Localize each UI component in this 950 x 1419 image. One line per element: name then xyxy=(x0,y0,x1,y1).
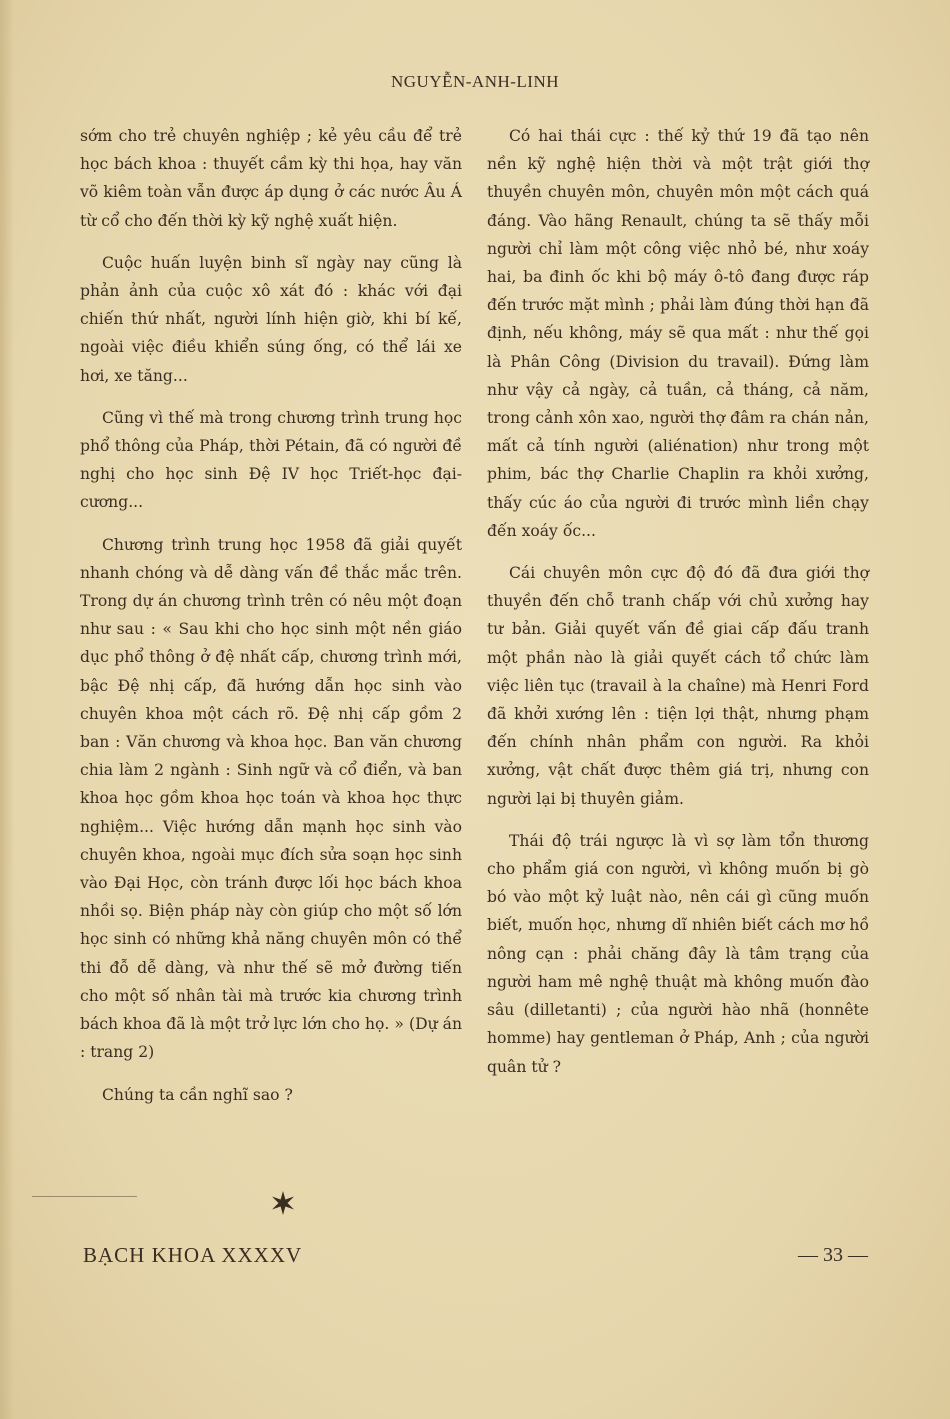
paragraph: sớm cho trẻ chuyên nghiệp ; kẻ yêu cầu để trẻ học bách khoa : thuyết cầm kỳ thi họa, hay văn võ kiêm toàn vẫn được áp dụng ở các nước Âu Á từ cổ cho đến thời kỳ kỹ nghệ xuất hiện. xyxy=(80,127,462,230)
paragraph: Cái chuyên môn cực độ đó đã đưa giới thợ thuyền đến chỗ tranh chấp với chủ xưởng hay tư bản. Giải quyết vấn đề giai cấp đấu tranh một phần nào là giải quyết cách tổ chức làm việc liên tục (travail à la chaîne) mà Henri Ford đã khởi xướng lên : tiện lợi thật, nhưng phạm đến chính nhân phẩm con người. Ra khỏi xưởng, vật chất được thêm giá trị, nhưng con người lại bị thuyên giảm. xyxy=(487,564,869,808)
page-edge-shadow xyxy=(0,0,14,1419)
left-column xyxy=(80,122,462,1123)
paragraph: Cũng vì thế mà trong chương trình trung học phổ thông của Pháp, thời Pétain, đã có người đề nghị cho học sinh Đệ IV học Triết-học đại-cương... xyxy=(80,408,462,512)
running-head: NGUYỄN-ANH-LINH xyxy=(390,72,560,91)
closing-question: Chúng ta cần nghĩ sao ? xyxy=(102,1085,293,1104)
divider-line xyxy=(32,1196,137,1197)
page-number: — 33 — xyxy=(798,1244,868,1266)
publication-footer: BẠCH KHOA XXXXV xyxy=(83,1243,303,1267)
right-column xyxy=(487,122,869,1095)
star-ornament-icon xyxy=(268,1188,298,1218)
paragraph: Chương trình trung học 1958 đã giải quyết nhanh chóng và dễ dàng vấn đề thắc mắc trên. Trong dự án chương trình trên có nêu một đoạn như sau : « Sau khi cho học sinh một nền giáo dục phổ thông ở đệ nhất cấp, chương trình mới, bậc Đệ nhị cấp, đã hướng dẫn học sinh vào chuyên khoa một cách rõ. Đệ nhị cấp gồm 2 ban : Văn chương và khoa học. Ban văn chương chia làm 2 ngành : Sinh ngữ và cổ điển, và ban khoa học gồm khoa học toán và khoa học thực nghiệm... Việc hướng dẫn mạnh học sinh vào chuyên khoa, ngoài mục đích sửa soạn học sinh vào Đại Học, còn tránh được lối học bách khoa nhồi sọ. Biện pháp này còn giúp cho một số lớn học sinh có những khả năng chuyên môn có thể thi đỗ dễ dàng, và như thế sẽ mở đường tiến cho một số nhân tài mà trước kia chương trình bách khoa đã là một trở lực lớn cho họ. » (Dự án : trang 2) xyxy=(80,535,462,1062)
paragraph: Cuộc huấn luyện binh sĩ ngày nay cũng là phản ảnh của cuộc xô xát đó : khác với đại chiến thứ nhất, người lính hiện giờ, khi bí kế, ngoài việc điều khiển súng ống, có thể lái xe hơi, xe tăng... xyxy=(80,253,462,385)
paragraph: Thái độ trái ngược là vì sợ làm tổn thương cho phẩm giá con người, vì không muốn bị gò bó vào một kỷ luật nào, nên cái gì cũng muốn biết, muốn học, nhưng dĩ nhiên biết cách mơ hồ nông cạn : phải chăng đây là tâm trạng của người ham mê nghệ thuật mà không muốn đào sâu (dilletanti) ; của người hào nhã (honnête homme) hay gentleman ở Pháp, Anh ; của người quân tử ? xyxy=(487,831,869,1076)
paragraph: Có hai thái cực : thế kỷ thứ 19 đã tạo nên nền kỹ nghệ hiện thời và một trật giới thợ thuyền chuyên môn, chuyên môn một cách quá đáng. Vào hãng Renault, chúng ta sẽ thấy mỗi người chỉ làm một công việc nhỏ bé, như xoáy hai, ba đinh ốc khi bộ máy ô-tô đang được ráp đến trước mặt mình ; phải làm đúng thời hạn đã định, nếu không, máy sẽ qua mất : như thế gọi là Phân Công (Division du travail). Đứng làm như vậy cả ngày, cả tuần, cả tháng, cả năm, trong cảnh xôn xao, người thợ đâm ra chán nản, mất cả tính người (aliénation) như trong một phim, bác thợ Charlie Chaplin ra khỏi xưởng, thấy cúc áo của người đi trước mình liền chạy đến xoáy ốc... xyxy=(487,127,869,540)
